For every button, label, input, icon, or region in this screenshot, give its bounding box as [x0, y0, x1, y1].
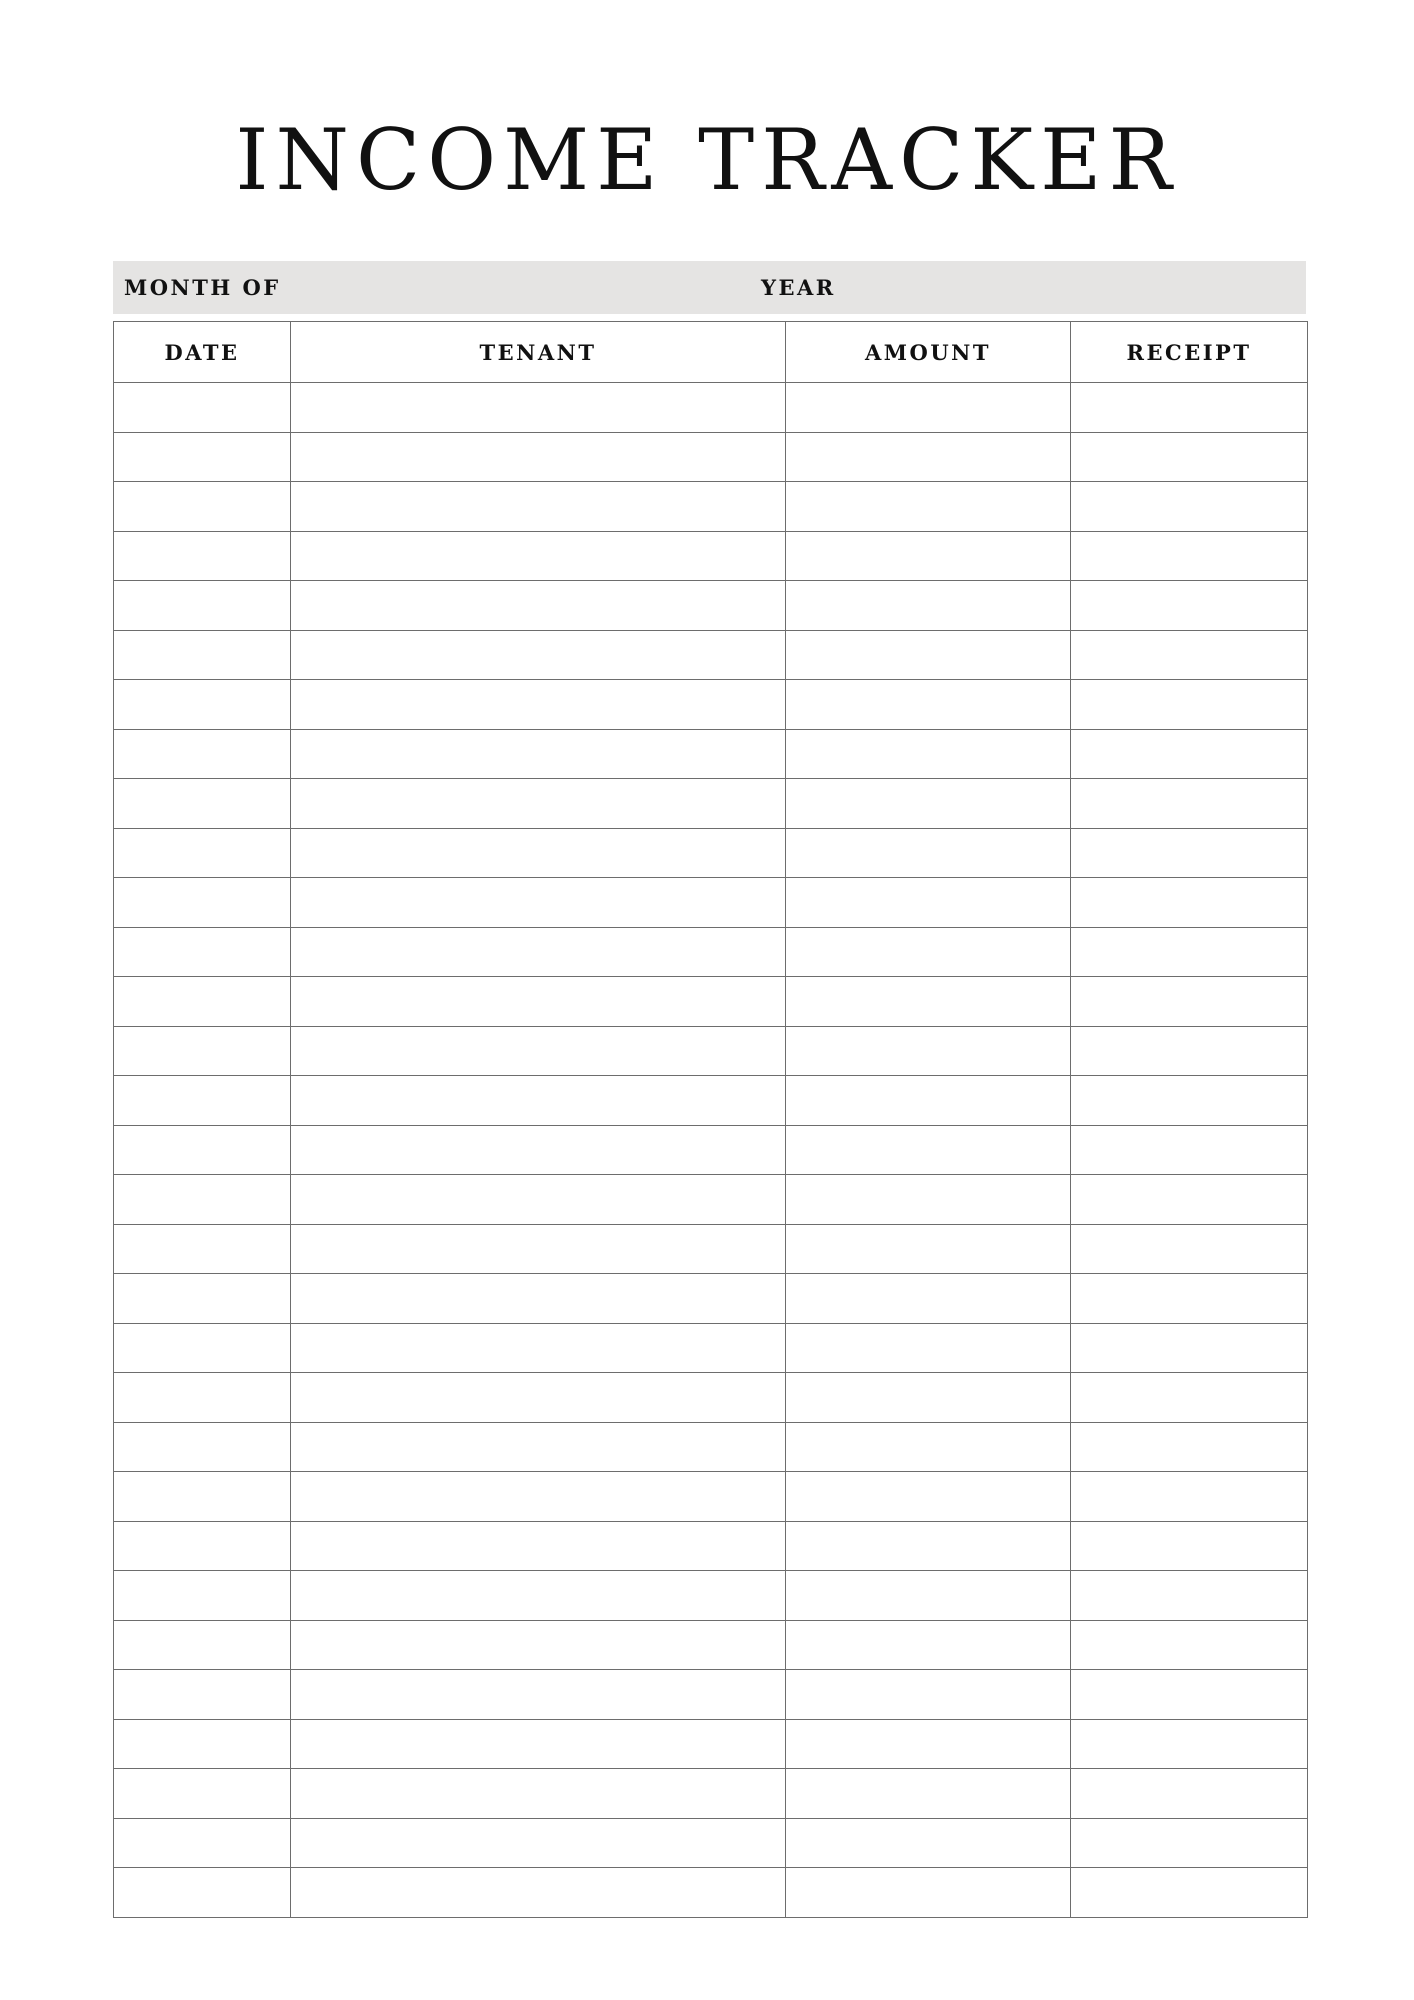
receipt-cell[interactable]	[1071, 828, 1308, 878]
date-cell[interactable]	[114, 1224, 291, 1274]
tenant-cell[interactable]	[291, 1274, 786, 1324]
table-row	[114, 581, 1308, 631]
amount-cell[interactable]	[786, 1571, 1071, 1621]
date-cell[interactable]	[114, 977, 291, 1027]
tenant-cell[interactable]	[291, 1868, 786, 1918]
amount-cell[interactable]	[786, 1620, 1071, 1670]
receipt-cell[interactable]	[1071, 1472, 1308, 1522]
tenant-cell[interactable]	[291, 1521, 786, 1571]
tenant-cell[interactable]	[291, 1571, 786, 1621]
table-row	[114, 482, 1308, 532]
income-table	[113, 321, 1308, 1918]
date-cell[interactable]	[114, 1571, 291, 1621]
tenant-cell[interactable]	[291, 1224, 786, 1274]
tenant-cell[interactable]	[291, 1026, 786, 1076]
receipt-cell[interactable]	[1071, 878, 1308, 928]
amount-cell[interactable]	[786, 1076, 1071, 1126]
receipt-cell[interactable]	[1071, 1620, 1308, 1670]
tenant-cell[interactable]	[291, 1670, 786, 1720]
table-row	[114, 1422, 1308, 1472]
tenant-cell[interactable]	[291, 581, 786, 631]
amount-cell[interactable]	[786, 1373, 1071, 1423]
table-row	[114, 1323, 1308, 1373]
date-cell[interactable]	[114, 1026, 291, 1076]
table-row	[114, 1224, 1308, 1274]
amount-cell[interactable]	[786, 828, 1071, 878]
amount-cell[interactable]	[786, 531, 1071, 581]
date-cell[interactable]	[114, 432, 291, 482]
tenant-cell[interactable]	[291, 630, 786, 680]
date-cell[interactable]	[114, 1818, 291, 1868]
table-row	[114, 927, 1308, 977]
receipt-cell[interactable]	[1071, 1521, 1308, 1571]
month-year-bar	[113, 261, 1306, 314]
tenant-cell[interactable]	[291, 531, 786, 581]
table-row	[114, 680, 1308, 730]
amount-cell[interactable]	[786, 1422, 1071, 1472]
amount-cell[interactable]	[786, 878, 1071, 928]
tenant-cell[interactable]	[291, 1175, 786, 1225]
table-row	[114, 630, 1308, 680]
column-header-tenant: TENANT	[291, 322, 786, 383]
date-cell[interactable]	[114, 1373, 291, 1423]
table-row	[114, 1868, 1308, 1918]
tenant-cell[interactable]	[291, 383, 786, 433]
receipt-cell[interactable]	[1071, 1719, 1308, 1769]
amount-cell[interactable]	[786, 1472, 1071, 1522]
amount-cell[interactable]	[786, 927, 1071, 977]
receipt-cell[interactable]	[1071, 1670, 1308, 1720]
amount-cell[interactable]	[786, 630, 1071, 680]
receipt-cell[interactable]	[1071, 1274, 1308, 1324]
tenant-cell[interactable]	[291, 1818, 786, 1868]
tenant-cell[interactable]	[291, 1719, 786, 1769]
receipt-cell[interactable]	[1071, 1323, 1308, 1373]
table-row	[114, 1472, 1308, 1522]
receipt-cell[interactable]	[1071, 680, 1308, 730]
tenant-cell[interactable]	[291, 1769, 786, 1819]
amount-cell[interactable]	[786, 1719, 1071, 1769]
receipt-cell[interactable]	[1071, 1125, 1308, 1175]
table-row	[114, 1670, 1308, 1720]
tenant-cell[interactable]	[291, 680, 786, 730]
receipt-cell[interactable]	[1071, 977, 1308, 1027]
date-cell[interactable]	[114, 1769, 291, 1819]
receipt-cell[interactable]	[1071, 531, 1308, 581]
date-cell[interactable]	[114, 729, 291, 779]
table-row	[114, 432, 1308, 482]
tenant-cell[interactable]	[291, 878, 786, 928]
table-row	[114, 383, 1308, 433]
amount-cell[interactable]	[786, 779, 1071, 829]
tenant-cell[interactable]	[291, 1620, 786, 1670]
tenant-cell[interactable]	[291, 729, 786, 779]
table-row	[114, 779, 1308, 829]
date-cell[interactable]	[114, 531, 291, 581]
table-row	[114, 1769, 1308, 1819]
date-cell[interactable]	[114, 482, 291, 532]
amount-cell[interactable]	[786, 1125, 1071, 1175]
receipt-cell[interactable]	[1071, 729, 1308, 779]
amount-cell[interactable]	[786, 1521, 1071, 1571]
tenant-cell[interactable]	[291, 1422, 786, 1472]
date-cell[interactable]	[114, 1719, 291, 1769]
amount-cell[interactable]	[786, 1769, 1071, 1819]
receipt-cell[interactable]	[1071, 482, 1308, 532]
date-cell[interactable]	[114, 1670, 291, 1720]
tenant-cell[interactable]	[291, 1472, 786, 1522]
tenant-cell[interactable]	[291, 1323, 786, 1373]
tenant-cell[interactable]	[291, 779, 786, 829]
table-row	[114, 1818, 1308, 1868]
amount-cell[interactable]	[786, 1274, 1071, 1324]
receipt-cell[interactable]	[1071, 1422, 1308, 1472]
table-row	[114, 1026, 1308, 1076]
date-cell[interactable]	[114, 1175, 291, 1225]
date-cell[interactable]	[114, 1125, 291, 1175]
year-label: YEAR	[761, 275, 836, 300]
amount-cell[interactable]	[786, 1670, 1071, 1720]
date-cell[interactable]	[114, 1076, 291, 1126]
date-cell[interactable]	[114, 581, 291, 631]
tenant-cell[interactable]	[291, 1076, 786, 1126]
date-cell[interactable]	[114, 828, 291, 878]
date-cell[interactable]	[114, 1521, 291, 1571]
table-row	[114, 1620, 1308, 1670]
receipt-cell[interactable]	[1071, 927, 1308, 977]
receipt-cell[interactable]	[1071, 581, 1308, 631]
receipt-cell[interactable]	[1071, 1818, 1308, 1868]
table-header-row	[114, 322, 1308, 383]
receipt-cell[interactable]	[1071, 1571, 1308, 1621]
receipt-cell[interactable]	[1071, 779, 1308, 829]
receipt-cell[interactable]	[1071, 1769, 1308, 1819]
tenant-cell[interactable]	[291, 828, 786, 878]
month-of-label: MONTH OF	[124, 275, 281, 300]
amount-cell[interactable]	[786, 383, 1071, 433]
date-cell[interactable]	[114, 927, 291, 977]
date-cell[interactable]	[114, 1868, 291, 1918]
tenant-cell[interactable]	[291, 1373, 786, 1423]
receipt-cell[interactable]	[1071, 1026, 1308, 1076]
table-row	[114, 1719, 1308, 1769]
table-body	[114, 383, 1308, 1918]
amount-cell[interactable]	[786, 1175, 1071, 1225]
date-cell[interactable]	[114, 383, 291, 433]
date-cell[interactable]	[114, 878, 291, 928]
table-row	[114, 531, 1308, 581]
amount-cell[interactable]	[786, 977, 1071, 1027]
table-row	[114, 1274, 1308, 1324]
amount-cell[interactable]	[786, 482, 1071, 532]
date-cell[interactable]	[114, 1620, 291, 1670]
receipt-cell[interactable]	[1071, 1175, 1308, 1225]
date-cell[interactable]	[114, 1274, 291, 1324]
receipt-cell[interactable]	[1071, 1373, 1308, 1423]
tenant-cell[interactable]	[291, 1125, 786, 1175]
date-cell[interactable]	[114, 1323, 291, 1373]
amount-cell[interactable]	[786, 1818, 1071, 1868]
amount-cell[interactable]	[786, 1224, 1071, 1274]
receipt-cell[interactable]	[1071, 432, 1308, 482]
amount-cell[interactable]	[786, 581, 1071, 631]
tenant-cell[interactable]	[291, 482, 786, 532]
table-row	[114, 1521, 1308, 1571]
receipt-cell[interactable]	[1071, 1224, 1308, 1274]
table-row	[114, 1571, 1308, 1621]
date-cell[interactable]	[114, 680, 291, 730]
amount-cell[interactable]	[786, 1868, 1071, 1918]
amount-cell[interactable]	[786, 1323, 1071, 1373]
amount-cell[interactable]	[786, 432, 1071, 482]
table-row	[114, 729, 1308, 779]
page-title: INCOME TRACKER	[235, 111, 1179, 209]
amount-cell[interactable]	[786, 729, 1071, 779]
receipt-cell[interactable]	[1071, 630, 1308, 680]
table-row	[114, 1373, 1308, 1423]
table-row	[114, 828, 1308, 878]
table-row	[114, 1125, 1308, 1175]
date-cell[interactable]	[114, 630, 291, 680]
table-row	[114, 1175, 1308, 1225]
column-header-amount: AMOUNT	[786, 322, 1071, 383]
amount-cell[interactable]	[786, 680, 1071, 730]
tenant-cell[interactable]	[291, 977, 786, 1027]
tenant-cell[interactable]	[291, 432, 786, 482]
receipt-cell[interactable]	[1071, 1076, 1308, 1126]
table-row	[114, 977, 1308, 1027]
table-row	[114, 1076, 1308, 1126]
date-cell[interactable]	[114, 1472, 291, 1522]
column-header-receipt: RECEIPT	[1071, 322, 1308, 383]
table-row	[114, 878, 1308, 928]
receipt-cell[interactable]	[1071, 383, 1308, 433]
date-cell[interactable]	[114, 779, 291, 829]
column-header-date: DATE	[114, 322, 291, 383]
date-cell[interactable]	[114, 1422, 291, 1472]
amount-cell[interactable]	[786, 1026, 1071, 1076]
receipt-cell[interactable]	[1071, 1868, 1308, 1918]
tenant-cell[interactable]	[291, 927, 786, 977]
